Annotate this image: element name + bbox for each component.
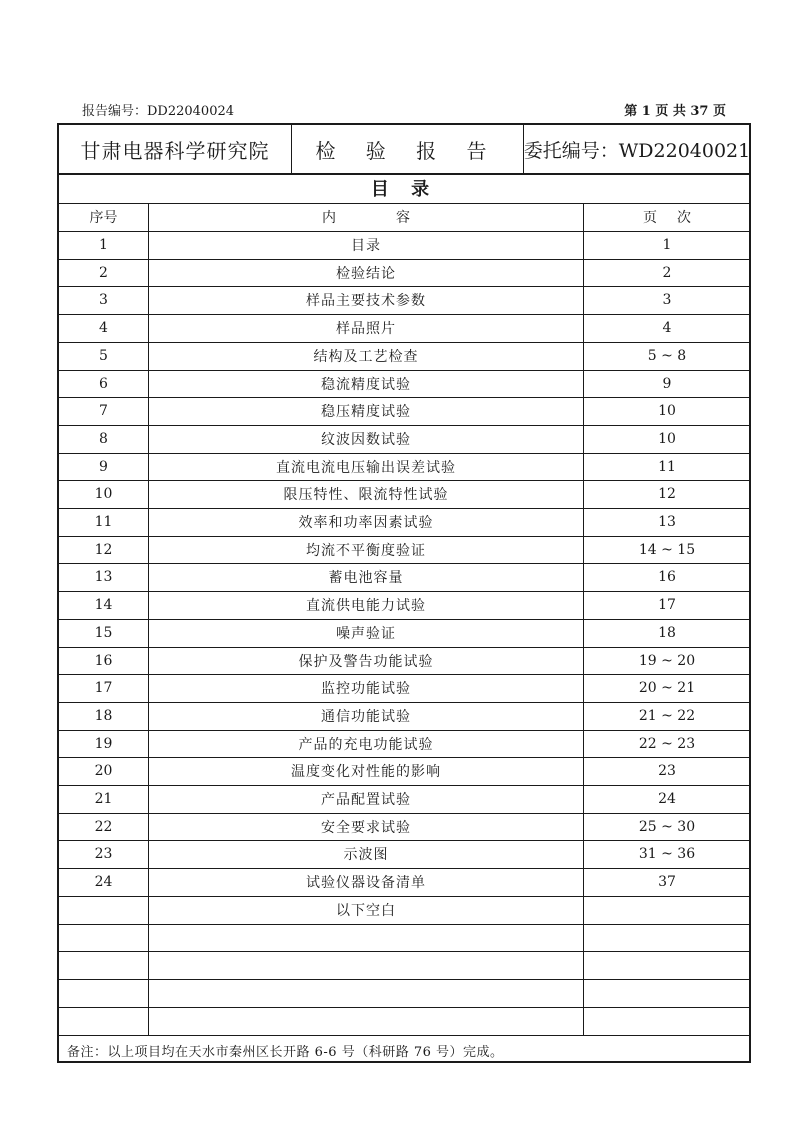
row-divider <box>59 480 749 481</box>
row-divider <box>59 1007 749 1008</box>
table-row <box>59 591 749 619</box>
table-row <box>59 813 749 841</box>
row-page: 25 ~ 30 <box>638 818 696 835</box>
organization-name: 甘肃电器科学研究院 <box>80 138 270 163</box>
table-row <box>59 702 749 730</box>
entrust-number: 委托编号：WD22040021 <box>523 139 751 162</box>
row-number: 9 <box>99 458 108 475</box>
row-page <box>583 896 751 924</box>
row-content: 以下空白 <box>336 902 396 919</box>
row-divider <box>59 397 749 398</box>
row-number: 13 <box>94 569 113 586</box>
divider <box>523 125 524 173</box>
toc-title: 目 录 <box>370 179 438 200</box>
row-divider <box>59 508 749 509</box>
column-header-content: 内容 <box>322 210 470 226</box>
row-page: 10 <box>658 403 676 420</box>
row-divider <box>59 730 749 731</box>
row-divider <box>59 979 749 980</box>
row-content: 检验结论 <box>336 265 396 282</box>
column-header-no: 序号 <box>89 210 118 226</box>
row-divider <box>59 785 749 786</box>
row-content: 蓄电池容量 <box>328 570 404 587</box>
column-header-page: 页次 <box>643 210 711 226</box>
row-number: 11 <box>94 514 113 530</box>
row-content: 样品照片 <box>336 321 396 338</box>
row-content: 示波图 <box>343 847 389 864</box>
page-info: 第 1 页 共 37 页 <box>624 104 726 119</box>
row-divider <box>59 231 749 232</box>
table-row <box>59 314 749 342</box>
table-row <box>59 370 749 398</box>
row-divider <box>59 757 749 758</box>
row-content: 样品主要技术参数 <box>306 293 426 310</box>
row-page: 18 <box>658 624 676 641</box>
row-number: 22 <box>94 818 113 835</box>
row-number: 7 <box>99 403 108 420</box>
divider <box>291 125 292 173</box>
table-row <box>59 259 749 287</box>
row-divider <box>59 591 749 592</box>
row-divider <box>59 370 749 371</box>
row-number: 6 <box>99 375 108 392</box>
row-number: 1 <box>99 237 108 253</box>
row-divider <box>59 813 749 814</box>
row-content: 通信功能试验 <box>321 708 411 725</box>
row-divider <box>59 314 749 315</box>
row-number: 19 <box>94 735 113 752</box>
row-number: 10 <box>94 486 113 503</box>
row-divider <box>59 647 749 648</box>
row-page: 17 <box>658 597 676 614</box>
table-row <box>59 480 749 508</box>
row-number: 15 <box>94 624 113 641</box>
row-number: 2 <box>99 264 108 281</box>
row-page: 2 <box>662 264 672 281</box>
table-row <box>59 647 749 675</box>
row-number: 17 <box>94 680 113 697</box>
table-row <box>59 757 749 785</box>
row-page: 37 <box>658 874 676 891</box>
row-page: 22 ~ 23 <box>638 735 696 752</box>
row-page: 16 <box>658 569 676 586</box>
row-divider <box>59 286 749 287</box>
table-row <box>59 453 749 481</box>
row-content: 监控功能试验 <box>321 681 411 698</box>
row-page: 5 ~ 8 <box>647 347 687 364</box>
row-page: 19 ~ 20 <box>638 652 696 669</box>
document-title: 检 验 报 告 <box>315 138 499 163</box>
row-number: 14 <box>94 597 113 614</box>
row-number: 21 <box>94 791 113 807</box>
table-row <box>59 785 749 813</box>
table-row <box>59 840 749 868</box>
row-divider <box>59 619 749 620</box>
row-content: 产品的充电功能试验 <box>298 736 434 753</box>
row-number: 4 <box>99 320 108 337</box>
row-page: 10 <box>658 430 676 447</box>
row-divider <box>59 536 749 537</box>
row-content: 直流电流电压输出误差试验 <box>276 459 456 476</box>
row-number: 23 <box>94 846 113 863</box>
row-divider <box>59 563 749 564</box>
row-content: 稳压精度试验 <box>321 404 411 421</box>
table-row <box>59 619 749 647</box>
table-row <box>59 674 749 702</box>
row-page: 13 <box>658 514 676 530</box>
row-page: 23 <box>658 763 676 780</box>
row-number: 16 <box>94 652 113 669</box>
row-page: 14 ~ 15 <box>638 541 696 558</box>
row-page: 20 ~ 21 <box>638 680 696 697</box>
row-content: 温度变化对性能的影响 <box>291 764 441 781</box>
row-number: 5 <box>99 347 108 364</box>
table-row <box>59 563 749 591</box>
row-number: 3 <box>99 292 108 309</box>
row-divider <box>59 840 749 841</box>
report-document <box>57 123 751 1063</box>
row-page: 9 <box>662 375 672 392</box>
row-number: 24 <box>94 874 113 891</box>
row-divider <box>59 924 749 925</box>
row-page: 11 <box>658 458 676 475</box>
table-row <box>59 896 749 924</box>
row-divider <box>59 259 749 260</box>
row-number: 18 <box>94 707 113 724</box>
row-number <box>59 896 148 924</box>
row-page: 4 <box>662 320 672 337</box>
table-row <box>59 730 749 758</box>
table-row <box>59 868 749 896</box>
remark: 备注：以上项目均在天水市秦州区长开路 6-6 号（科研路 76 号）完成。 <box>67 1045 504 1060</box>
table-row <box>59 425 749 453</box>
row-page: 12 <box>658 486 676 503</box>
row-number: 8 <box>99 430 108 447</box>
table-row <box>59 286 749 314</box>
row-content: 噪声验证 <box>336 625 396 642</box>
row-divider <box>59 951 749 952</box>
row-divider <box>59 702 749 703</box>
row-content: 试验仪器设备清单 <box>306 875 426 892</box>
table-row <box>59 397 749 425</box>
row-divider <box>59 674 749 675</box>
row-content: 产品配置试验 <box>321 792 411 808</box>
row-page: 31 ~ 36 <box>638 846 696 863</box>
row-number: 12 <box>94 541 113 558</box>
table-row <box>59 508 749 536</box>
row-page: 24 <box>658 791 676 807</box>
row-content: 纹波因数试验 <box>321 431 411 448</box>
report-number: 报告编号：DD22040024 <box>82 104 235 119</box>
table-row <box>59 536 749 564</box>
row-page: 1 <box>662 237 672 253</box>
row-page: 21 ~ 22 <box>638 707 696 724</box>
row-content: 直流供电能力试验 <box>306 598 426 615</box>
row-content: 保护及警告功能试验 <box>298 653 434 670</box>
row-page: 3 <box>662 292 672 309</box>
row-divider <box>59 342 749 343</box>
row-content: 结构及工艺检查 <box>313 348 419 365</box>
row-divider <box>59 896 749 897</box>
table-row <box>59 231 749 259</box>
row-content: 目录 <box>351 238 381 254</box>
row-content: 限压特性、限流特性试验 <box>283 487 449 504</box>
table-row <box>59 342 749 370</box>
row-divider <box>59 868 749 869</box>
divider <box>59 1035 749 1036</box>
row-content: 安全要求试验 <box>321 819 411 836</box>
row-divider <box>59 425 749 426</box>
row-content: 均流不平衡度验证 <box>306 542 426 559</box>
row-content: 效率和功率因素试验 <box>298 515 434 531</box>
row-number: 20 <box>94 763 113 780</box>
row-content: 稳流精度试验 <box>321 376 411 393</box>
row-divider <box>59 453 749 454</box>
